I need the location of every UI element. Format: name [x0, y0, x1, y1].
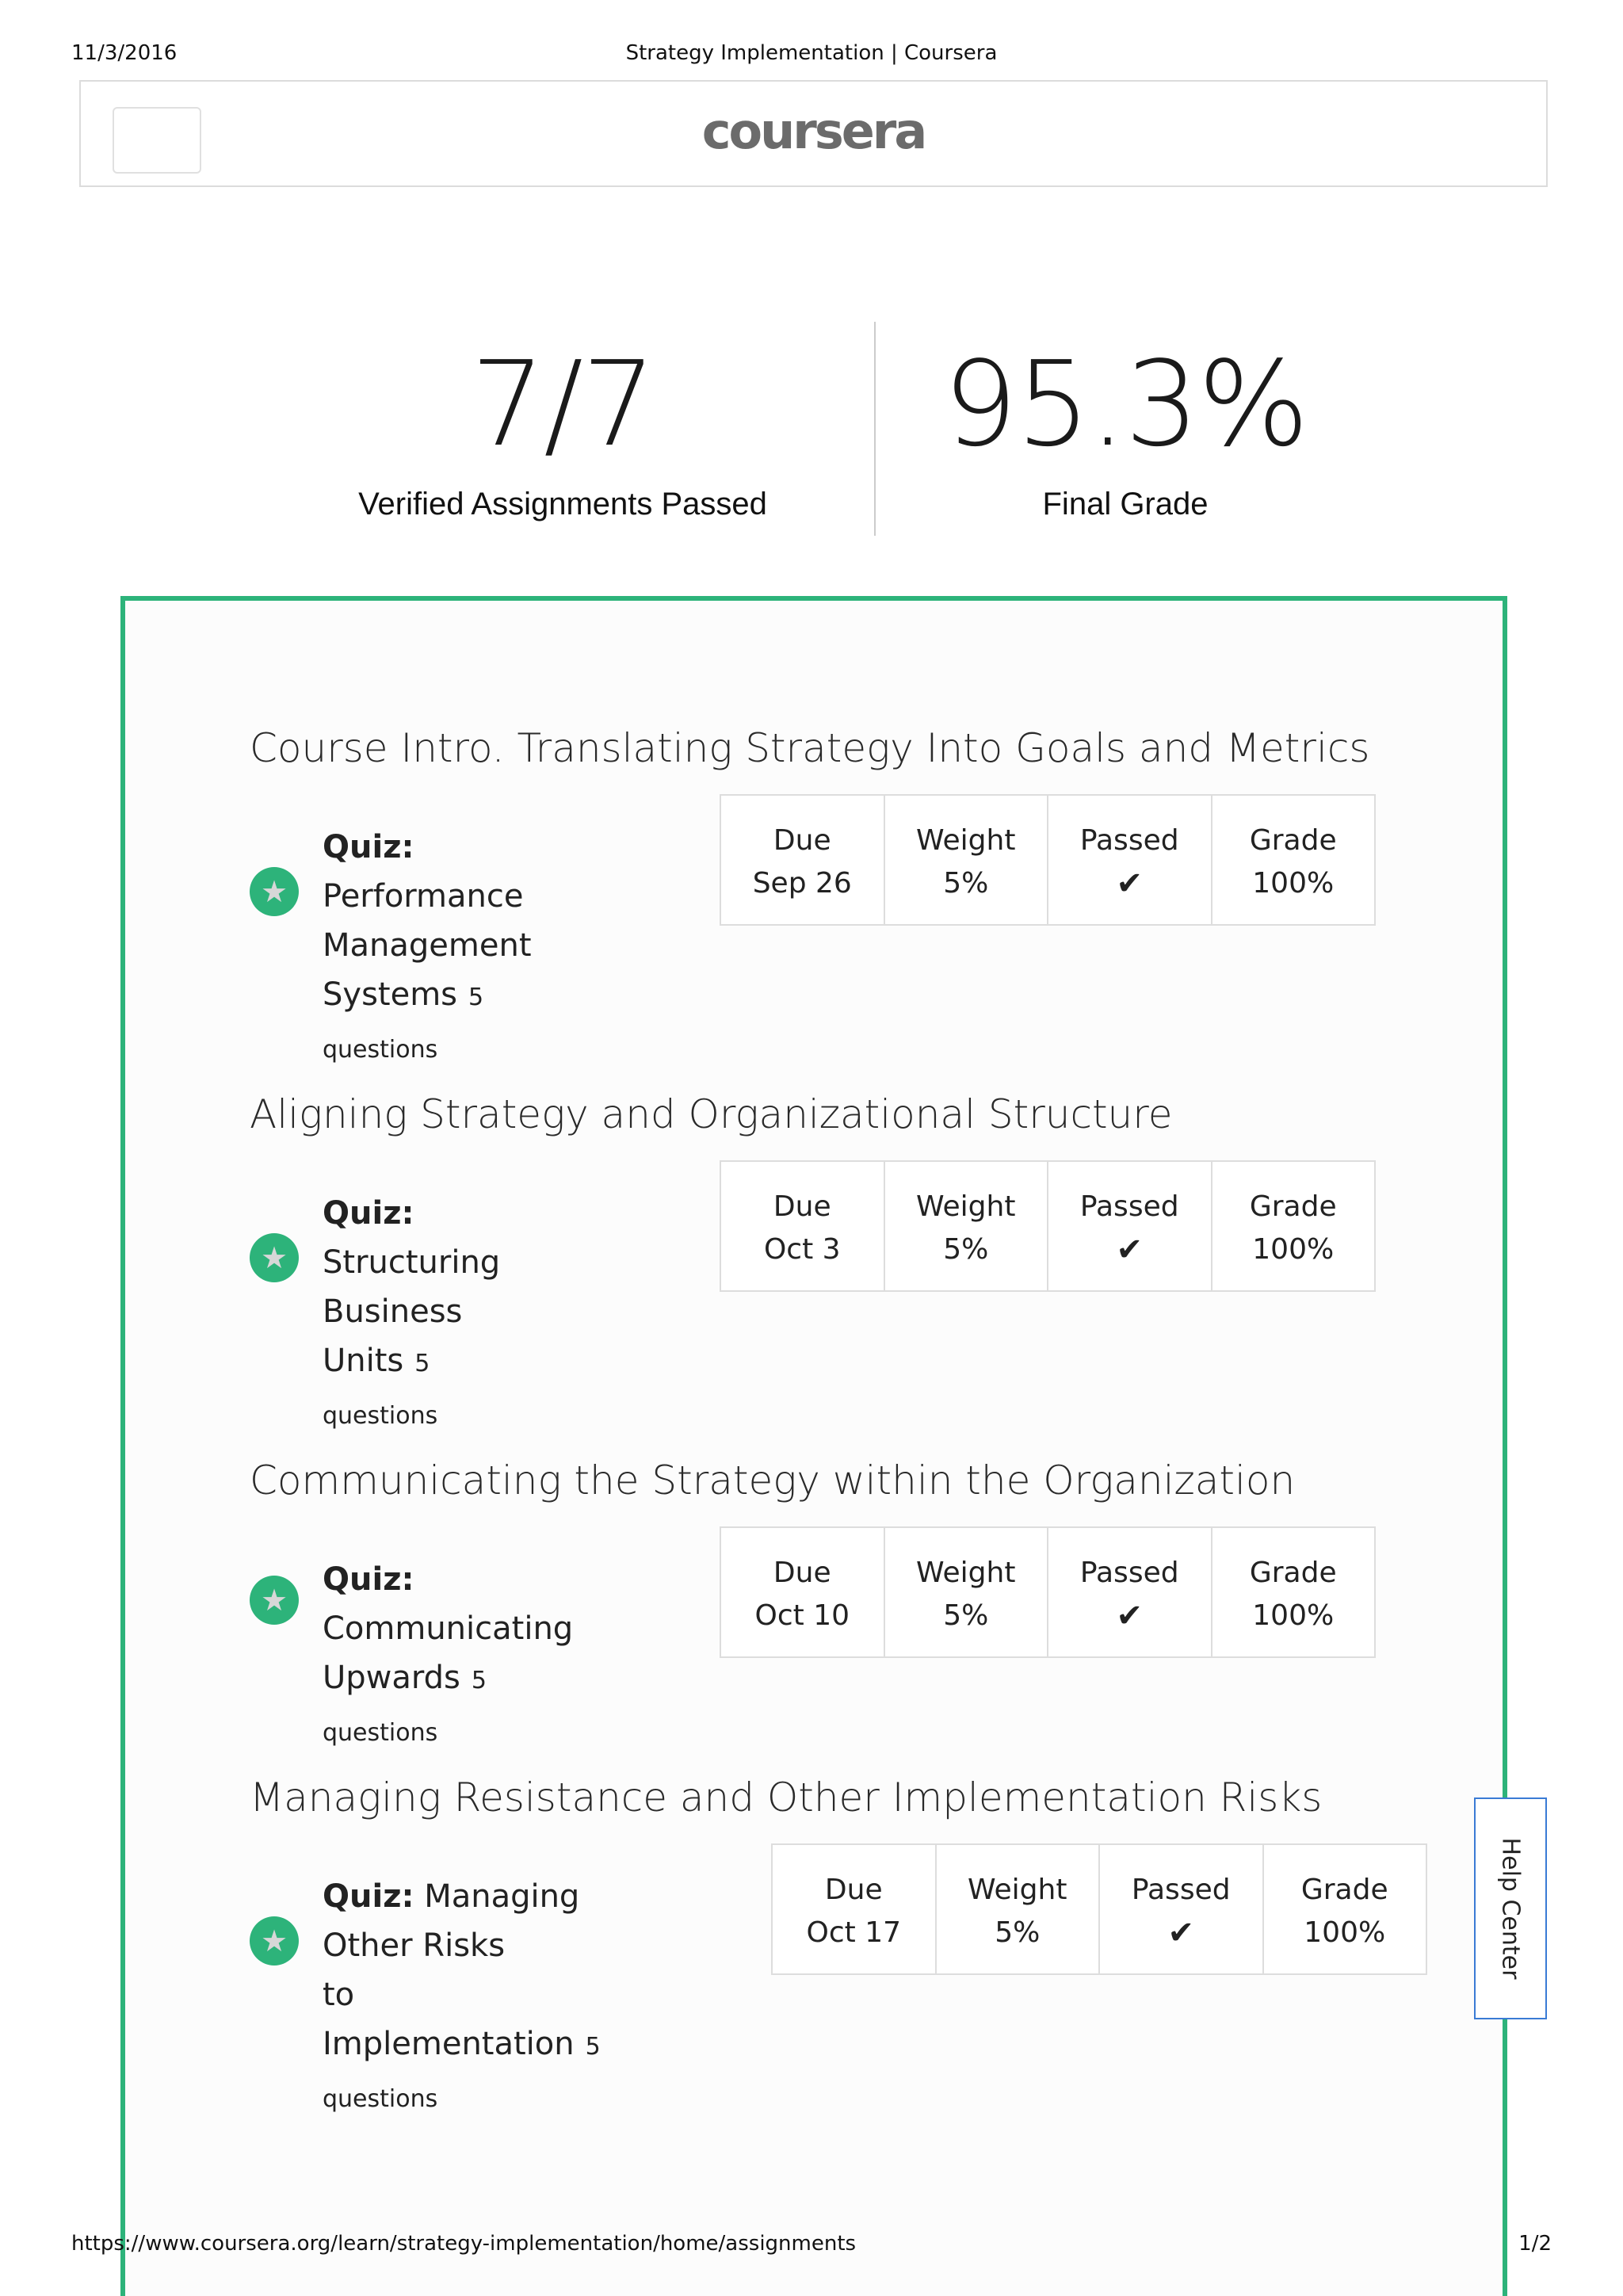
weight-header: Weight: [968, 1874, 1067, 1906]
print-date: 11/3/2016: [71, 41, 178, 65]
weight-header: Weight: [916, 1557, 1016, 1589]
due-header: Due: [773, 1190, 831, 1223]
week-section: [250, 725, 1369, 771]
passed-header: Passed: [1079, 1557, 1179, 1589]
check-icon: ✔: [1116, 865, 1143, 902]
grade-table: [720, 1160, 1376, 1292]
weight-value: 5%: [995, 1916, 1041, 1949]
site-header: [79, 80, 1548, 187]
grade-value: 100%: [1304, 1916, 1386, 1949]
grade-header: Grade: [1249, 1557, 1337, 1589]
due-cell: [773, 1845, 937, 1973]
quiz-title-line: Units: [323, 1343, 404, 1379]
week-section: [250, 1775, 1322, 1820]
quiz-title-line: Communicating: [323, 1610, 574, 1647]
section-title: Course Intro. Translating Strategy Into Goals and Metrics: [250, 725, 1370, 771]
final-grade-value: 95.3%: [942, 336, 1308, 472]
weight-value: 5%: [943, 867, 989, 900]
quiz-title-line: Systems: [323, 976, 457, 1013]
star-icon: ★: [250, 1233, 299, 1282]
grade-header: Grade: [1249, 824, 1337, 857]
print-title: Strategy Implementation | Coursera: [625, 41, 998, 65]
grade-table: [771, 1843, 1427, 1975]
grade-value: 100%: [1252, 1599, 1335, 1632]
grade-table: [720, 1526, 1376, 1658]
passed-header: Passed: [1079, 824, 1179, 857]
star-icon: ★: [250, 867, 299, 916]
quiz-title-line: Business: [323, 1293, 463, 1330]
passed-header: Passed: [1079, 1190, 1179, 1223]
due-value: Oct 17: [806, 1916, 901, 1949]
star-icon: ★: [250, 1916, 299, 1966]
help-center-label: Help Center: [1496, 1837, 1525, 1980]
weight-cell: [885, 1528, 1049, 1656]
page-number: 1/2: [1518, 2232, 1552, 2256]
assignments-value: 7/7: [470, 336, 655, 472]
due-value: Sep 26: [752, 867, 852, 900]
check-icon: ✔: [1116, 1598, 1143, 1634]
grade-value: 100%: [1252, 867, 1335, 900]
grade-cell: [1212, 1162, 1377, 1290]
due-cell: [721, 796, 885, 924]
quiz-title[interactable]: [323, 1555, 573, 1758]
section-title: Communicating the Strategy within the Organization: [250, 1457, 1296, 1503]
quiz-title-line: Implementation: [323, 2026, 575, 2062]
quiz-title-line: Management: [323, 927, 532, 964]
stat-divider: [874, 322, 876, 536]
due-value: Oct 3: [763, 1233, 841, 1266]
help-center-tab[interactable]: [1474, 1797, 1547, 2019]
grade-cell: [1212, 1528, 1377, 1656]
quiz-prefix: Quiz:: [323, 829, 414, 865]
due-header: Due: [773, 824, 831, 857]
due-header: Due: [773, 1557, 831, 1589]
quiz-title[interactable]: [323, 1872, 601, 2124]
grade-header: Grade: [1300, 1874, 1388, 1906]
grade-cell: [1212, 796, 1377, 924]
quiz-prefix: Quiz:: [323, 1561, 414, 1598]
weight-cell: [885, 1162, 1049, 1290]
grade-header: Grade: [1249, 1190, 1337, 1223]
quiz-title[interactable]: [323, 823, 532, 1075]
section-title: Aligning Strategy and Organizational Structure: [250, 1091, 1173, 1137]
quiz-title-line: Structuring: [323, 1244, 501, 1281]
final-grade-label: Final Grade: [1042, 487, 1209, 521]
week-section: [250, 1457, 1295, 1503]
question-count: 5 questions: [323, 1667, 487, 1747]
assignments-label: Verified Assignments Passed: [358, 487, 767, 521]
passed-header: Passed: [1131, 1874, 1231, 1906]
weight-cell: [885, 796, 1049, 924]
passed-cell: [1048, 796, 1212, 924]
check-icon: ✔: [1167, 1915, 1194, 1951]
quiz-title[interactable]: [323, 1189, 500, 1441]
weight-value: 5%: [943, 1599, 989, 1632]
quiz-prefix: Quiz:: [323, 1878, 414, 1915]
quiz-title-line: Managing Other Risks: [323, 1878, 580, 1964]
assignments-stat: [285, 336, 840, 522]
grade-value: 100%: [1252, 1233, 1335, 1266]
weight-header: Weight: [916, 1190, 1016, 1223]
due-value: Oct 10: [754, 1599, 850, 1632]
passed-cell: [1048, 1162, 1212, 1290]
quiz-title-line: Upwards: [323, 1660, 460, 1696]
grade-table: [720, 794, 1376, 926]
coursera-logo[interactable]: coursera: [701, 102, 926, 160]
due-cell: [721, 1162, 885, 1290]
star-icon: ★: [250, 1576, 299, 1625]
passed-cell: [1048, 1528, 1212, 1656]
print-url: https://www.coursera.org/learn/strategy-implementation/home/assignments: [71, 2232, 857, 2256]
final-grade-stat: [880, 336, 1371, 522]
weight-value: 5%: [943, 1233, 989, 1266]
quiz-title-line: to: [323, 1977, 355, 2013]
question-count: 5 questions: [323, 2033, 601, 2113]
question-count: 5 questions: [323, 984, 484, 1064]
grade-cell: [1264, 1845, 1428, 1973]
check-icon: ✔: [1116, 1232, 1143, 1268]
due-header: Due: [824, 1874, 883, 1906]
passed-cell: [1100, 1845, 1264, 1973]
weight-header: Weight: [916, 824, 1016, 857]
quiz-prefix: Quiz:: [323, 1195, 414, 1232]
section-title: Managing Resistance and Other Implementation Risks: [250, 1775, 1323, 1820]
question-count: 5 questions: [323, 1350, 438, 1430]
due-cell: [721, 1528, 885, 1656]
week-section: [250, 1091, 1172, 1137]
weight-cell: [937, 1845, 1101, 1973]
quiz-title-line: Performance: [323, 878, 524, 915]
